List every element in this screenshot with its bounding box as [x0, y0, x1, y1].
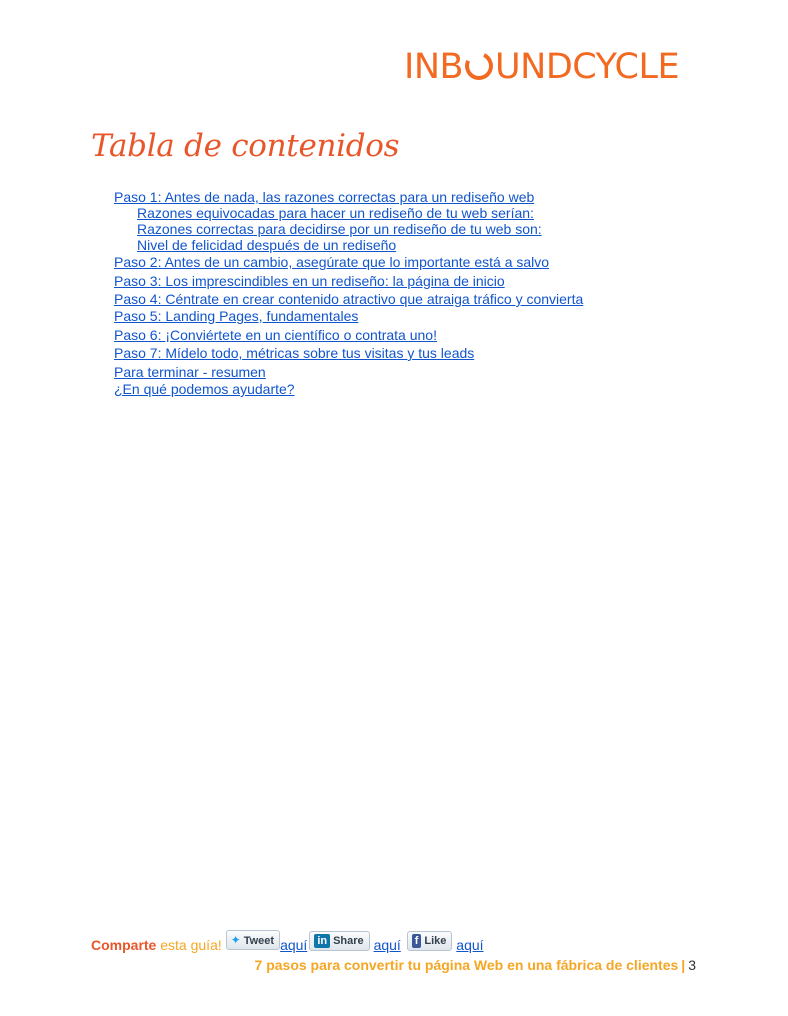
logo-text-start: INB	[404, 47, 464, 87]
inboundcycle-logo	[404, 47, 679, 87]
page-number: 3	[688, 957, 696, 973]
page-footer	[255, 956, 696, 974]
share-label-strong: Comparte	[91, 937, 157, 953]
linkedin-link[interactable]: aquí	[373, 937, 401, 953]
toc-link-para-terminar[interactable]: Para terminar - resumen	[114, 364, 266, 380]
share-bar	[91, 930, 486, 954]
toc-link-razones-correctas[interactable]: Razones correctas para decidirse por un rediseño de tu web son:	[137, 221, 542, 237]
facebook-icon: f	[412, 934, 422, 948]
like-label: Like	[424, 935, 447, 947]
tweet-button[interactable]	[226, 930, 280, 950]
page-title: Tabla de contenidos	[91, 128, 400, 164]
footer-separator: |	[681, 957, 686, 973]
share-label: esta guía!	[160, 937, 222, 953]
logo-ring-icon	[461, 48, 497, 84]
logo-text-end: UNDCYCLE	[495, 47, 680, 87]
toc-link-paso-1[interactable]: Paso 1: Antes de nada, las razones correctas para un rediseño web	[114, 189, 535, 205]
toc-link-paso-7[interactable]: Paso 7: Mídelo todo, métricas sobre tus visitas y tus leads	[114, 345, 475, 361]
tweet-link[interactable]: aquí	[280, 937, 308, 953]
tweet-label: Tweet	[243, 935, 275, 947]
toc-link-ayudarte[interactable]: ¿En qué podemos ayudarte?	[114, 381, 295, 397]
toc-link-paso-3[interactable]: Paso 3: Los imprescindibles en un rediseño: la página de inicio	[114, 273, 505, 289]
toc-link-paso-5[interactable]: Paso 5: Landing Pages, fundamentales	[114, 308, 359, 324]
footer-title: 7 pasos para convertir tu página Web en una fábrica de clientes	[254, 957, 679, 973]
share-button-label: Share	[333, 935, 364, 947]
toc-link-paso-4[interactable]: Paso 4: Céntrate en crear contenido atractivo que atraiga tráfico y convierta	[114, 291, 584, 307]
facebook-like-button[interactable]	[407, 931, 453, 951]
toc-link-nivel-felicidad[interactable]: Nivel de felicidad después de un rediseño	[137, 237, 397, 253]
linkedin-icon: in	[314, 934, 330, 948]
toc-link-paso-2[interactable]: Paso 2: Antes de un cambio, asegúrate que lo importante está a salvo	[114, 254, 550, 270]
twitter-bird-icon: ✦	[230, 933, 241, 947]
toc-link-paso-6[interactable]: Paso 6: ¡Conviértete en un científico o contrata uno!	[114, 327, 437, 343]
linkedin-share-button[interactable]	[309, 931, 369, 951]
toc-link-razones-equivocadas[interactable]: Razones equivocadas para hacer un rediseño de tu web serían:	[137, 205, 534, 221]
facebook-link[interactable]: aquí	[456, 937, 484, 953]
